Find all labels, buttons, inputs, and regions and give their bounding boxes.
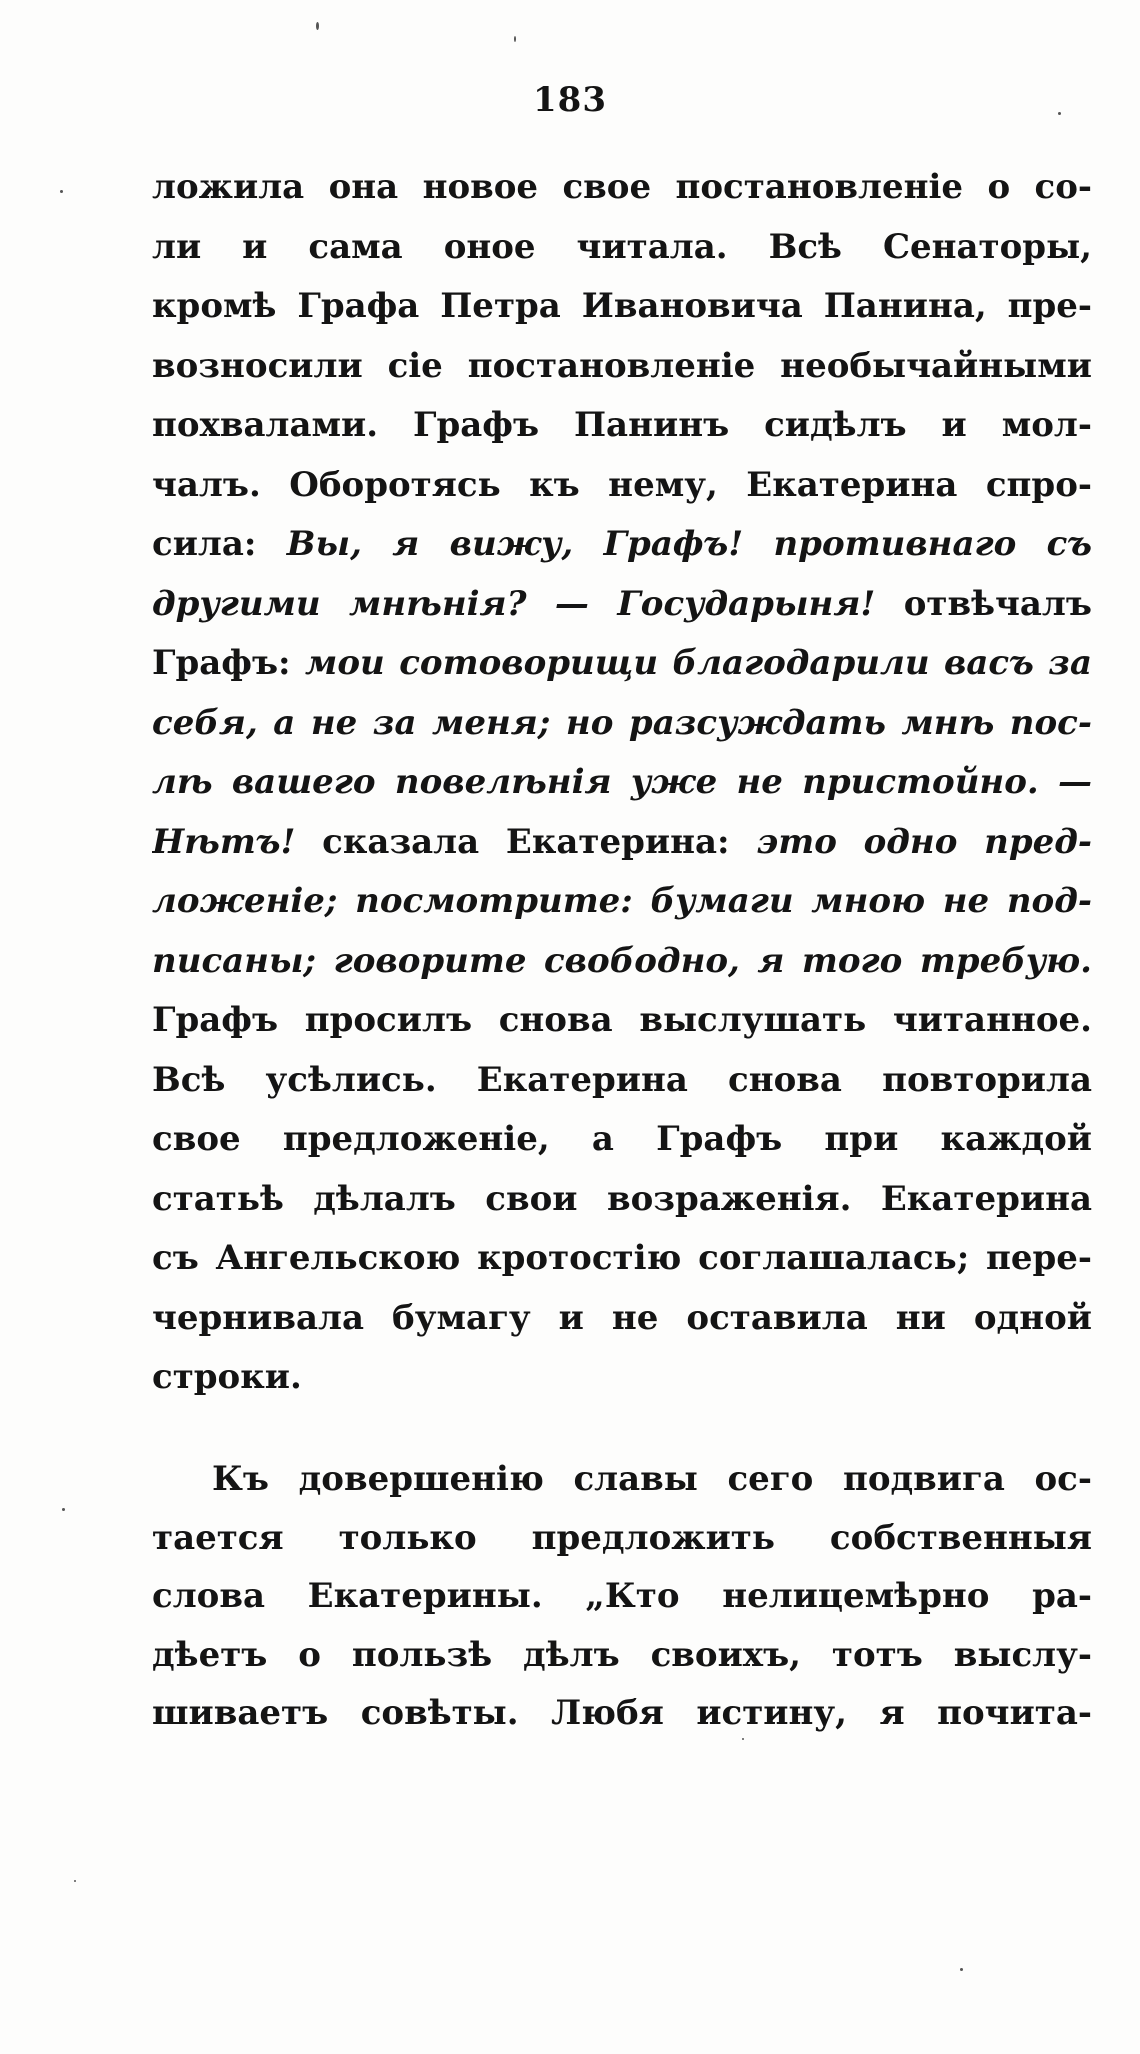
text-run: чернивала бумагу и не оставила ни одной	[152, 1297, 1092, 1338]
text-run: тается только предложить собственныя	[152, 1517, 1092, 1558]
text-run: дѣетъ о пользѣ дѣлъ своихъ, тотъ выслу-	[152, 1634, 1092, 1675]
text-run: строки.	[152, 1357, 302, 1397]
text-line	[152, 456, 1092, 516]
text-line	[152, 515, 1092, 575]
text-run: похвалами. Графъ Панинъ сидѣлъ и мол-	[152, 405, 1092, 445]
italic-text: себя, а не за меня; но разсуждать мнѣ пос-	[152, 702, 1092, 743]
text-line	[152, 1110, 1092, 1170]
text-line	[152, 218, 1092, 278]
text-run: ложила она новое свое постановленіе о со-	[152, 167, 1092, 207]
text-line	[152, 1289, 1092, 1349]
text-run: шиваетъ совѣты. Любя истину, я почита-	[152, 1693, 1092, 1733]
text-line	[152, 1170, 1092, 1230]
scan-speck	[60, 190, 63, 193]
text-line	[152, 277, 1092, 337]
text-line	[152, 1051, 1092, 1111]
text-run: Къ довершенію славы сего подвига ос-	[212, 1459, 1092, 1499]
text-run: сила:	[152, 524, 287, 564]
text-line	[152, 694, 1092, 754]
text-line	[152, 1567, 1092, 1626]
text-line	[152, 158, 1092, 218]
text-run: свое предложеніе, а Графъ при каждой	[152, 1119, 1092, 1159]
text-run: ли и сама оное читала. Всѣ Сенаторы,	[152, 226, 1092, 267]
scan-speck	[74, 1880, 76, 1882]
text-line	[152, 634, 1092, 694]
text-run: Графъ просилъ снова выслушать читанное.	[152, 1000, 1092, 1040]
text-run: слова Екатерины. „Кто нелицемѣрно ра-	[152, 1576, 1092, 1616]
italic-text: писаны; говорите свободно, я того требую.	[152, 940, 1092, 981]
text-run: Графъ:	[152, 643, 306, 683]
text-line	[152, 337, 1092, 397]
text-run: отвѣчалъ	[875, 583, 1092, 624]
text-line	[152, 991, 1092, 1051]
text-run: статьѣ дѣлалъ свои возраженія. Екатерина	[152, 1178, 1092, 1219]
text-line	[152, 753, 1092, 813]
text-line	[152, 932, 1092, 992]
text-line	[152, 396, 1092, 456]
text-line	[152, 1626, 1092, 1685]
text-line	[152, 1348, 1092, 1408]
italic-text: Вы, я вижу, Графъ! противнаго съ	[286, 524, 1092, 564]
text-run: сказала Екатерина:	[295, 821, 757, 862]
text-run: кромѣ Графа Петра Ивановича Панина, пре-	[152, 286, 1092, 326]
italic-text: ложеніе; посмотрите: бумаги мною не под-	[152, 881, 1092, 921]
text-line	[152, 575, 1092, 635]
text-run: съ Ангельскою кротостію соглашалась; пере-	[152, 1238, 1092, 1278]
text-line	[152, 872, 1092, 932]
italic-text: это одно пред-	[756, 821, 1092, 862]
italic-text: лѣ вашего повелѣнія уже не пристойно. —	[152, 762, 1092, 802]
scan-speck	[514, 36, 516, 42]
scan-speck	[960, 1968, 963, 1971]
text-run: возносили сіе постановленіе необычайными	[152, 345, 1092, 386]
paragraph-1	[152, 158, 1092, 1408]
paragraph-2	[152, 1450, 1092, 1743]
text-line	[152, 1684, 1092, 1743]
text-line	[152, 1229, 1092, 1289]
text-run: Всѣ усѣлись. Екатерина снова повторила	[152, 1059, 1092, 1100]
scan-speck	[62, 1508, 65, 1511]
italic-text: Нѣтъ!	[152, 821, 296, 862]
italic-text: другими мнѣнія? — Государыня!	[152, 583, 876, 624]
scan-speck	[1058, 112, 1061, 115]
italic-text: мои сотоворищи благодарили васъ за	[305, 643, 1092, 683]
page-number: 183	[533, 80, 607, 120]
scan-speck	[316, 22, 319, 30]
scan-speck	[742, 1738, 744, 1740]
text-line	[152, 1509, 1092, 1568]
text-run: чалъ. Оборотясь къ нему, Екатерина спро-	[152, 464, 1092, 505]
text-line	[152, 1450, 1092, 1509]
text-line	[152, 813, 1092, 873]
